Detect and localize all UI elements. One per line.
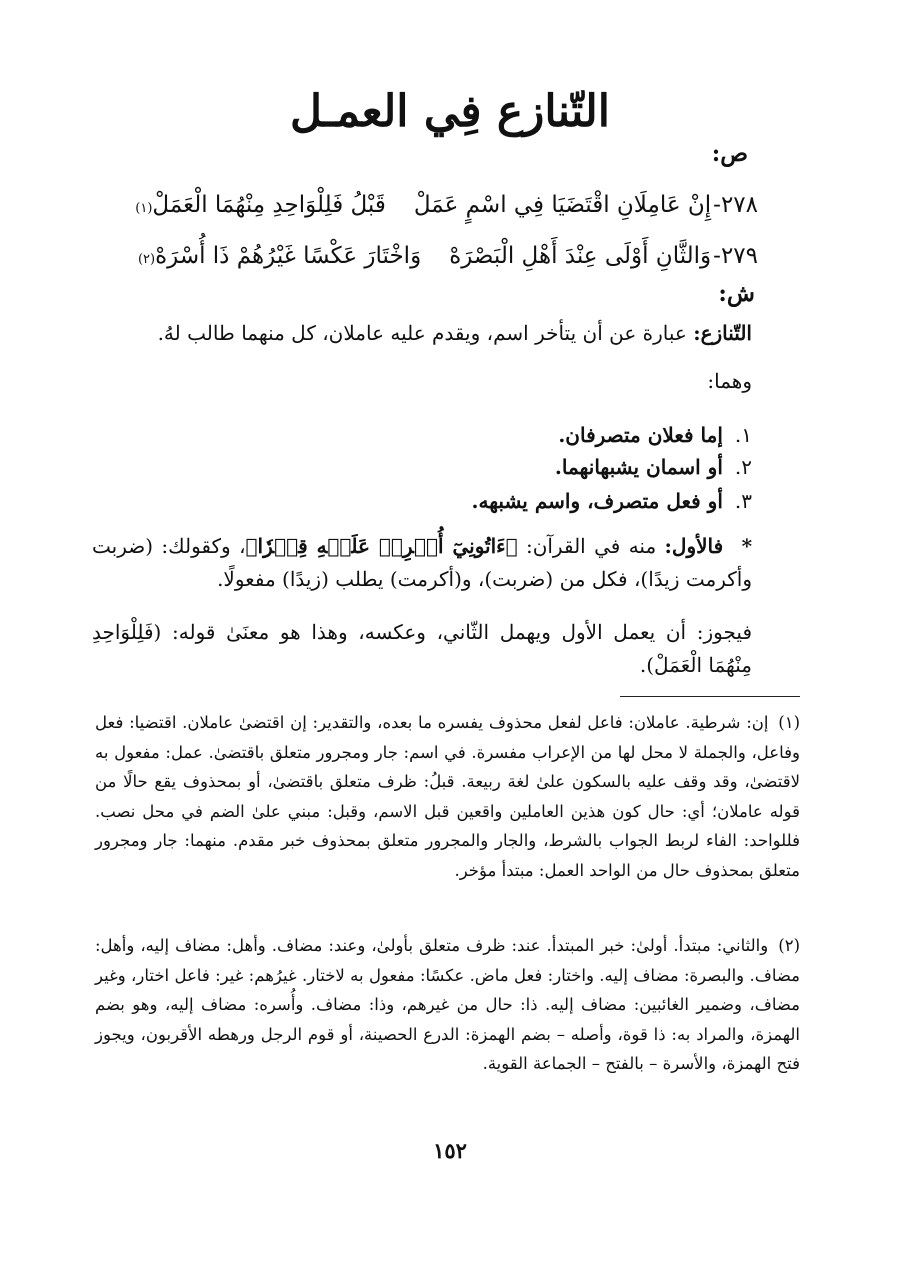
definition-paragraph <box>152 318 752 348</box>
verse-number: ٢٧٩- <box>713 243 758 269</box>
verse-279 <box>138 236 758 280</box>
wahuma-label: وهما: <box>707 369 752 393</box>
definition-text: عبارة عن أن يتأخر اسم، ويقدم عليه عاملان، كل منهما طالب لهُ. <box>157 321 687 345</box>
page-number: ١٥٢ <box>433 1138 467 1163</box>
footnote-number: (١) <box>778 713 800 732</box>
verse-number: ٢٧٨- <box>713 192 758 218</box>
verse-hemistich-first: إِنْ عَامِلَانِ اقْتَضَيَا فِي اسْمٍ عَمَلْ <box>413 192 712 218</box>
list-item-text: أو اسمان يشبهانهما. <box>554 455 723 479</box>
explanation-paragraph <box>92 616 752 682</box>
example-paragraph <box>92 530 752 596</box>
verse-hemistich-first: وَالثَّانِ أَوْلَى عِنْدَ أَهْلِ الْبَصْرَهْ <box>449 243 712 269</box>
footnote-text: إن: شرطية. عاملان: فاعل لفعل محذوف يفسره ما بعده، والتقدير: إن اقتضىٰ عاملان. اقتضيا: فعل وفاعل، والجملة لا محل لها من الإعراب مفسرة. في اسم: جار ومجرور متعلق باقتضىٰ. عمل: مفعول به لاقتضىٰ، وقد وقف عليه بالسكون علىٰ لغة ربيعة. قبلُ: ظرف متعلق باقتضىٰ، أو بمحذوف يقع حالًا من قوله عاملان؛ أي: حال كون هذين العاملين واقعين قبل الاسم، وقبل: مبني علىٰ الضم في محل نصب. فللواحد: الفاء لربط الجواب بالشرط، والجار والمجرور متعلق بمحذوف خبر مقدم. منهما: جار ومجرور متعلق بمحذوف حال من الواحد العمل: مبتدأ مؤخر. <box>95 713 800 880</box>
paragraph-lead: فالأول: <box>664 534 724 558</box>
verse-quote: (فَلِلْوَاحِدِ مِنْهُمَا الْعَمَلْ). <box>92 620 752 677</box>
verse-278 <box>135 185 758 229</box>
footnote-divider <box>620 696 800 697</box>
list-item-number: ١. <box>734 423 752 447</box>
text-label-sad: ص: <box>711 140 748 167</box>
paragraph-text: ، وكقولك: (ضربت وأكرمت زيدًا)، فكل من (ضربت)، و(أكرمت) يطلب (زيدًا) مفعولًا. <box>92 534 752 591</box>
asterisk-icon: * <box>741 534 753 558</box>
footnote-1 <box>95 708 800 885</box>
chapter-title: التّنازع فِي العمـل <box>290 86 610 137</box>
verse-hemistich-second: قَبْلُ فَلِلْوَاحِدِ مِنْهُمَا الْعَمَلْ <box>152 192 386 218</box>
definition-term: التّنازع: <box>693 321 752 345</box>
footnote-number: (٢) <box>778 936 800 955</box>
footnote-marker: (١) <box>135 201 153 216</box>
footnote-2 <box>95 931 800 1079</box>
footnote-marker: (٢) <box>137 252 156 267</box>
list-item <box>472 486 752 516</box>
quran-quote: ﴿ءَاتُونِيٓ أُفۡرِغۡ عَلَيۡهِ قِطۡرٗا﴾ <box>245 534 518 558</box>
list-item-number: ٣. <box>734 489 752 513</box>
paragraph-text: فيجوز: أن يعمل الأول ويهمل الثّاني، وعكسه، وهذا هو معنَىٰ قوله: <box>172 620 753 644</box>
list-item <box>558 420 752 450</box>
footnote-text: والثاني: مبتدأ. أولىٰ: خبر المبتدأ. عند: ظرف متعلق بأولىٰ، وعند: مضاف. وأهل: مضاف إليه، وأهل: مضاف. والبصرة: مضاف إليه. واختار: فعل ماض. عكسًا: مفعول به لاختار. غيرُهم: غير: فاعل اختار، وغير مضاف، وضمير الغائبين: مضاف إليه. ذا: حال من غيرهم، وذا: مضاف. وأُسره: مضاف إليه، وهو بضم الهمزة، والمراد به: ذا قوة، وأصله – بضم الهمزة: الدرع الحصينة، أو قوم الرجل ورهطه الأقربون، ويجوز فتح الهمزة، والأسرة – بالفتح – الجماعة القوية. <box>95 936 800 1073</box>
verse-hemistich-second: وَاخْتَارَ عَكْسًا غَيْرُهُمْ ذَا أُسْرَهْ <box>155 243 422 269</box>
list-item-text: إما فعلان متصرفان. <box>558 423 723 447</box>
list-item-number: ٢. <box>734 455 752 479</box>
paragraph-text: منه في القرآن: <box>525 534 657 558</box>
list-item <box>555 452 752 482</box>
text-label-sheen: ش: <box>718 280 755 307</box>
list-item-text: أو فعل متصرف، واسم يشبهه. <box>471 489 723 513</box>
